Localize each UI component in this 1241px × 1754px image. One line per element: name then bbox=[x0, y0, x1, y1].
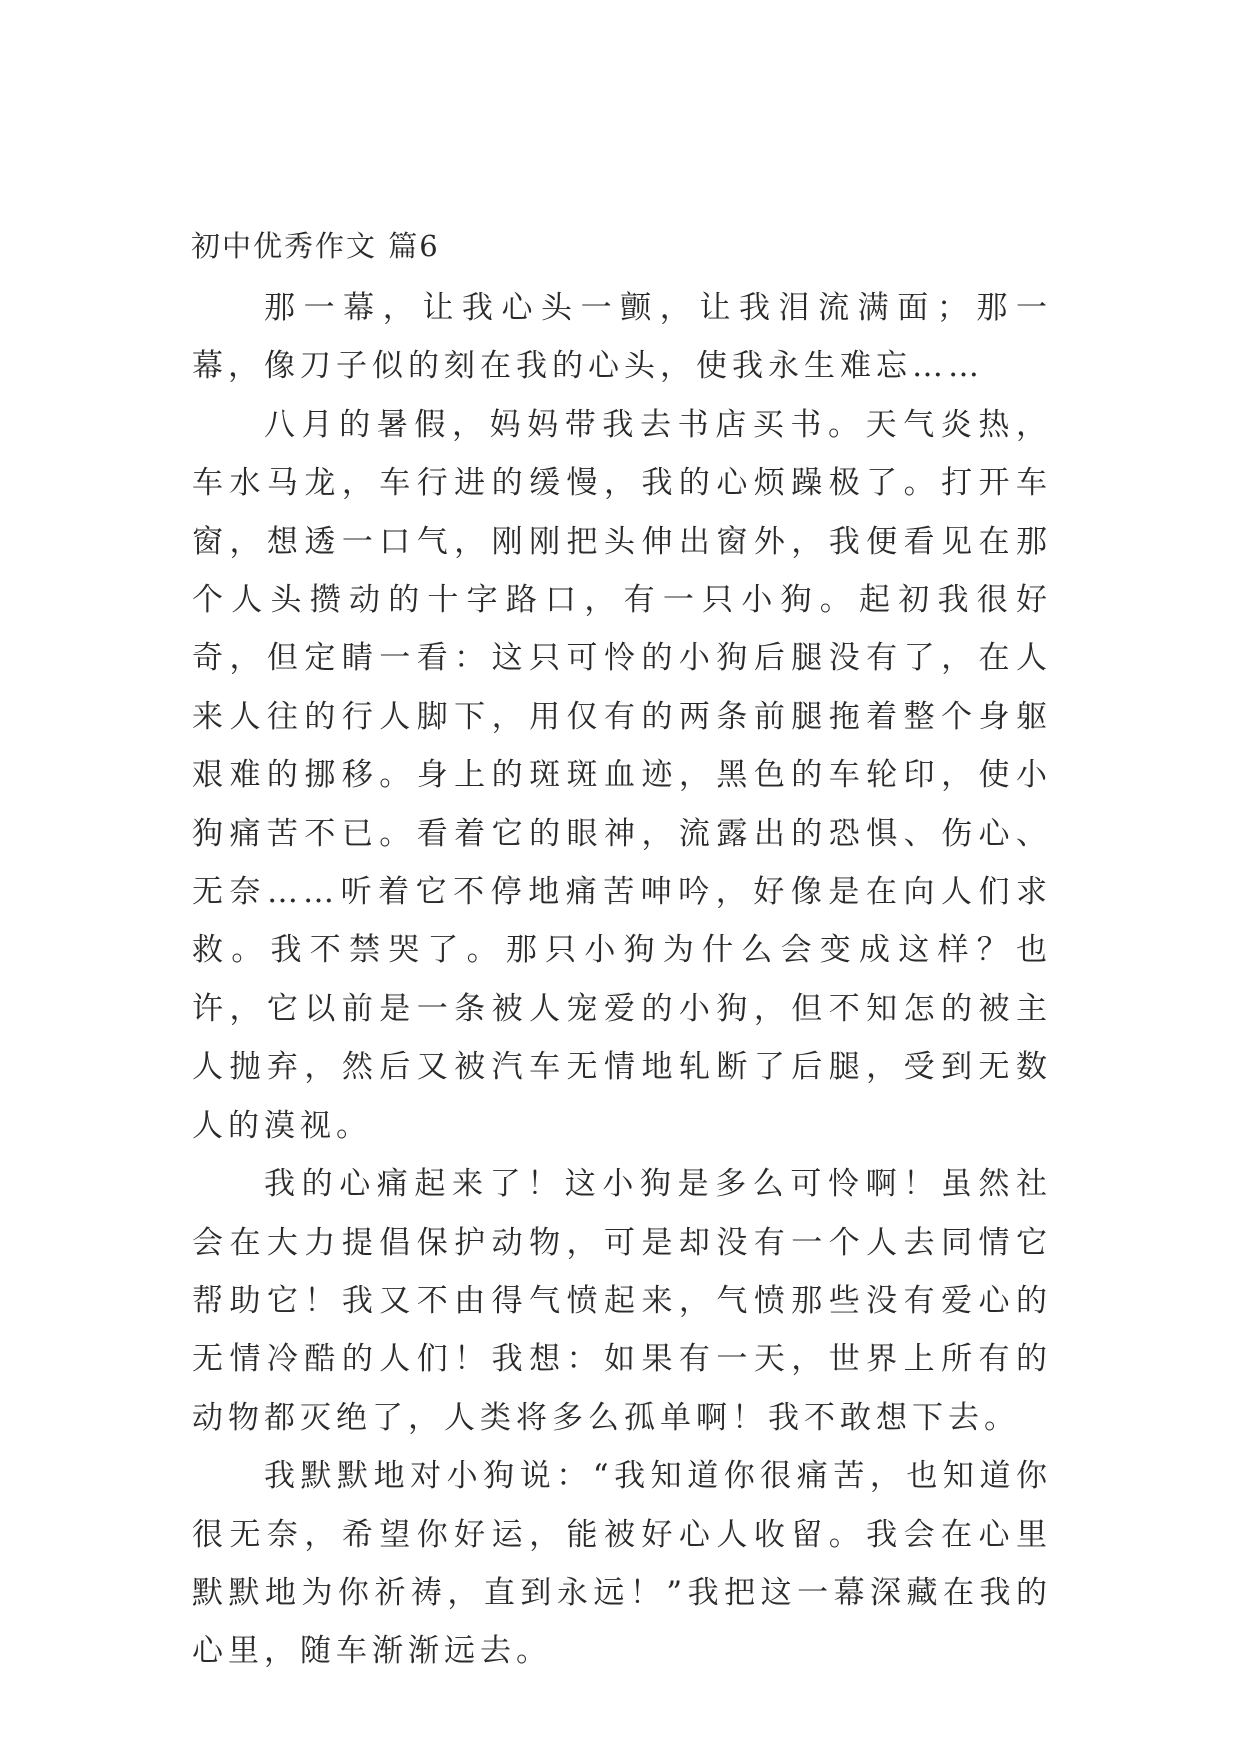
paragraph-3: 我的心痛起来了！这小狗是多么可怜啊！虽然社会在大力提倡保护动物，可是却没有一个人去同情它帮助它！我又不由得气愤起来，气愤那些没有爱心的无情冷酷的人们！我想：如果有一天，世界上所有的动物都灭绝了，人类将多么孤单啊！我不敢想下去。 bbox=[192, 1166, 1052, 1436]
document-body bbox=[192, 279, 1052, 1681]
document-title: 初中优秀作文 篇6 bbox=[191, 229, 440, 263]
paragraph-2: 八月的暑假，妈妈带我去书店买书。天气炎热，车水马龙，车行进的缓慢，我的心烦躁极了。打开车窗，想透一口气，刚刚把头伸出窗外，我便看见在那个人头攒动的十字路口，有一只小狗。起初我很好奇，但定睛一看：这只可怜的小狗后腿没有了，在人来人往的行人脚下，用仅有的两条前腿拖着整个身躯艰难的挪移。身上的斑斑血迹，黑色的车轮印，使小狗痛苦不已。看着它的眼神，流露出的恐惧、伤心、无奈……听着它不停地痛苦呻吟，好像是在向人们求救。我不禁哭了。那只小狗为什么会变成这样？也许，它以前是一条被人宠爱的小狗，但不知怎的被主人抛弃，然后又被汽车无情地轧断了后腿，受到无数人的漠视。 bbox=[192, 406, 1052, 1144]
paragraph-4: 我默默地对小狗说：“我知道你很痛苦，也知道你很无奈，希望你好运，能被好心人收留。我会在心里默默地为你祈祷，直到永远！”我把这一幕深藏在我的心里，随车渐渐远去。 bbox=[192, 1458, 1052, 1670]
paragraph-1: 那一幕，让我心头一颤，让我泪流满面；那一幕，像刀子似的刻在我的心头，使我永生难忘…… bbox=[192, 290, 1052, 385]
